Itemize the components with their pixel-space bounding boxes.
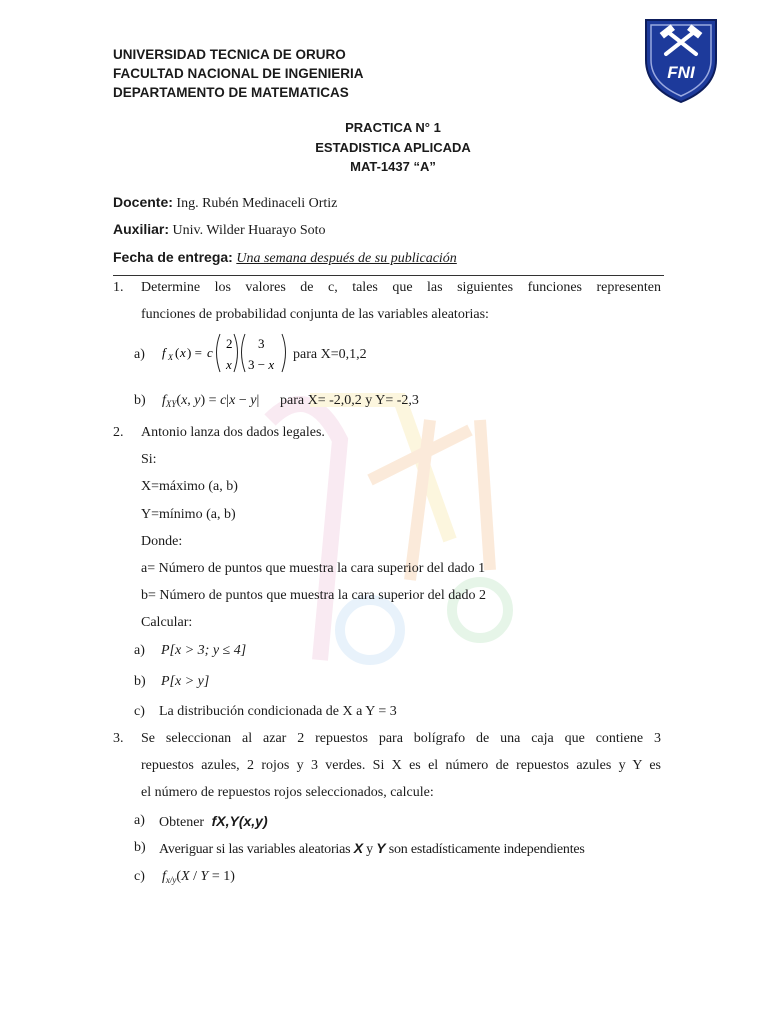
q3-a-label: a): [134, 813, 145, 828]
faculty-name: FACULTAD NACIONAL DE INGENIERIA: [113, 66, 364, 81]
fecha-label: Fecha de entrega:: [113, 249, 233, 265]
q3-c-label: c): [134, 869, 145, 884]
q2-c-label: c): [134, 704, 145, 719]
q3-b-text2: son estadísticamente independientes: [388, 842, 585, 857]
logo-text: FNI: [667, 63, 695, 82]
practice-title: [0, 118, 768, 177]
svg-text:c: c: [207, 345, 213, 360]
q3-b-x: X: [353, 840, 363, 856]
q3-b-line: [159, 838, 585, 860]
q1-line2: funciones de probabilidad conjunta de las variables aleatorias:: [141, 307, 489, 322]
svg-text:X: X: [168, 353, 173, 362]
q2-si: Si:: [141, 452, 157, 467]
practice-number: PRACTICA N° 1: [345, 120, 441, 135]
docente-line: [113, 192, 337, 214]
q3-b-label: b): [134, 840, 146, 855]
q3-b-y: Y: [376, 840, 386, 856]
q2-a-label: a): [134, 643, 145, 658]
course-code: MAT-1437 “A”: [350, 159, 436, 174]
q1-a-condition: para X=0,1,2: [293, 347, 367, 362]
auxiliar-label: Auxiliar:: [113, 221, 170, 237]
docente-value: Ing. Rubén Medinaceli Ortiz: [176, 196, 338, 211]
q3-line2: repuestos azules, 2 rojos y 3 verdes. Si X es el número de repuestos azules y Y es: [141, 758, 661, 773]
q2-intro: Antonio lanza dos dados legales.: [141, 425, 325, 440]
q2-number: 2.: [113, 425, 124, 440]
fecha-line: [113, 247, 457, 269]
docente-label: Docente:: [113, 194, 173, 210]
q3-a-line: [159, 811, 268, 833]
q2-a-def: a= Número de puntos que muestra la cara superior del dado 1: [141, 561, 486, 576]
course-name: ESTADISTICA APLICADA: [315, 139, 471, 155]
svg-text:(: (: [175, 345, 180, 360]
university-name: UNIVERSIDAD TECNICA DE ORURO: [113, 47, 346, 62]
q2-b-expr: P[x > y]: [161, 674, 210, 689]
q1-a-label: a): [134, 347, 145, 362]
fecha-value: Una semana después de su publicación: [236, 251, 457, 266]
q3-line1: Se seleccionan al azar 2 repuestos para bolígrafo de una caja que contiene 3: [141, 731, 661, 746]
q3-a-text: Obtener: [159, 815, 205, 830]
q2-y-def: Y=mínimo (a, b): [141, 507, 236, 522]
institution-header: [113, 45, 364, 102]
q1-b-formula: $f_{XY}(x$, y) = c|x − y|: [162, 393, 260, 409]
q2-a-expr: P[x > 3; y ≤ 4]: [161, 643, 247, 658]
svg-text:x: x: [180, 345, 186, 360]
q1-number: 1.: [113, 280, 124, 295]
auxiliar-value: Univ. Wilder Huarayo Soto: [172, 223, 326, 238]
q3-a-expr: fX,Y(x,y): [211, 813, 268, 829]
q3-b-y-word: y: [366, 842, 373, 857]
svg-text:) =: ) =: [187, 345, 202, 360]
q1-line1: Determine los valores de c, tales que las siguientes funciones representen: [141, 280, 661, 295]
q3-c-expr: $f_{x/y}(X / Y = 1)$: [162, 869, 235, 885]
q2-b-label: b): [134, 674, 146, 689]
auxiliar-line: [113, 219, 326, 241]
q1-b-label: b): [134, 393, 146, 408]
department-name: DEPARTAMENTO DE MATEMATICAS: [113, 85, 349, 100]
q2-donde: Donde:: [141, 534, 183, 549]
svg-text:2: 2: [226, 336, 233, 351]
svg-text:f: f: [162, 345, 166, 360]
q2-x-def: X=máximo (a, b): [141, 479, 238, 494]
fni-logo: [642, 16, 720, 104]
q2-c-text: La distribución condicionada de X a Y = 3: [159, 704, 397, 719]
q2-b-def: b= Número de puntos que muestra la cara superior del dado 2: [141, 588, 486, 603]
svg-text:x: x: [226, 357, 232, 372]
q3-line3: el número de repuestos rojos seleccionados, calcule:: [141, 785, 434, 800]
q3-number: 3.: [113, 731, 124, 746]
q2-calcular: Calcular:: [141, 615, 193, 630]
svg-text:3 − x: 3 − x: [248, 357, 275, 372]
svg-text:3: 3: [258, 336, 265, 351]
q3-b-text1: Averiguar si las variables aleatorias: [159, 842, 351, 857]
q1-b-condition: para X= -2,0,2 y Y= -2,3: [280, 393, 419, 408]
q1-a-formula: [160, 328, 290, 376]
divider: [113, 275, 664, 276]
